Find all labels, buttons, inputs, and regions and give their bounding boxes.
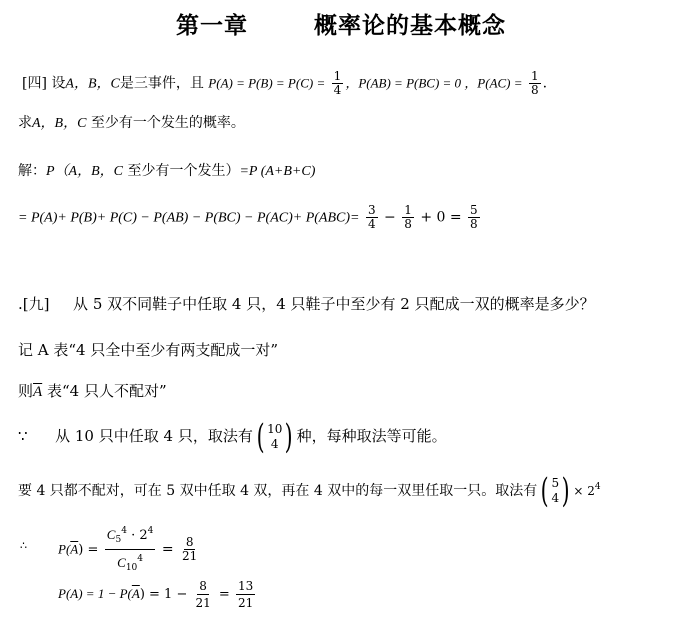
fraction: $\frac{3}{4}$ (367, 203, 376, 231)
eq: = (161, 541, 174, 558)
problem4-statement-line1 (22, 70, 547, 97)
solution-p: P（A，B，C (46, 164, 123, 179)
text: 表“4 只人不配对” (46, 382, 167, 400)
final-formula (58, 578, 257, 611)
text: 则 (18, 382, 34, 400)
a-bar: $\overline{A}$ (131, 586, 140, 601)
binomial: ( 10 4 ) (256, 417, 293, 457)
text: 要 4 只都不配对，可在 5 双中任取 4 双，再在 4 双中的每一双里任取一只。取法有 (18, 483, 538, 499)
ways-line (18, 417, 447, 457)
minus: − (384, 209, 396, 226)
chapter-number: 第一章 (176, 13, 248, 39)
fraction: $\frac{1}{8}$ (404, 203, 412, 231)
chapter-name: 概率论的基本概念 (314, 13, 507, 39)
exponent: 4 (594, 482, 601, 492)
problem9-text: 从 5 双不同鞋子中任取 4 只，4 只鞋子中至少有 2 只配成一双的概率是多少？ (73, 295, 595, 313)
unmatched-line (18, 471, 601, 511)
fraction: $\frac{5}{8}$ (470, 203, 478, 231)
solution-line (18, 160, 315, 180)
p-abar-formula (58, 522, 201, 577)
solution-rhs: =P (A+B+C) (239, 164, 316, 179)
fraction: $\frac{8}{21}$ (195, 579, 211, 610)
problem9-label: .[九] (18, 295, 50, 313)
page-title (176, 7, 506, 40)
problem9-question (18, 293, 595, 314)
problem4-text: 设 (51, 75, 66, 92)
a-bar: $\overline{A}$ (33, 384, 43, 400)
fraction: $\frac{1}{8}$ (531, 69, 539, 97)
fraction: $\frac{13}{21}$ (237, 579, 254, 610)
eq: = (218, 587, 230, 602)
eq: ) = (78, 542, 99, 558)
mid: ) = 1 − (139, 587, 188, 602)
a-bar: $\overline{A}$ (70, 541, 79, 557)
solution-text: 至少有一个发生） (127, 163, 240, 179)
expansion: = P(A)+ P(B)+ P(C) − P(AB) − P(BC) − P(AC)+ P(ABC)= (18, 210, 360, 226)
times-two: × 2 (573, 484, 595, 498)
p: P( (58, 541, 71, 557)
problem4-statement-line2 (18, 112, 245, 132)
vars: A，B，C (32, 116, 87, 131)
problem4-vars: A，B，C (65, 76, 120, 92)
definition-a-bar (18, 380, 167, 401)
fraction: $\frac{1}{4}$ (333, 69, 342, 97)
expansion-line (18, 204, 482, 231)
plus-zero: + 0 = (420, 209, 462, 226)
definition-a (18, 339, 278, 360)
because-symbol: ∵ (18, 427, 28, 445)
therefore-symbol (20, 537, 27, 553)
fraction: $\frac{C_5^4 \cdot 2^4}{C_{10}^4}$ (105, 522, 156, 577)
solution-label: 解： (18, 163, 46, 179)
text: 从 10 只中任取 4 只，取法有 (55, 427, 253, 445)
problem4-eq1: P(A) = P(B) = P(C) = (208, 75, 326, 91)
problem4-label: [四] (22, 75, 47, 92)
therefore: ∴ (20, 539, 27, 552)
period: . (542, 75, 548, 92)
binomial: ( 5 4 ) (540, 471, 570, 511)
fraction: $\frac{8}{21}$ (182, 535, 198, 563)
definition-a-text: 记 A 表“4 只全中至少有两支配成一对” (18, 341, 279, 359)
lhs: P(A) = 1 − P( (58, 586, 132, 601)
text: 至少有一个发生的概率。 (90, 115, 245, 131)
text: 种，每种取法等可能。 (296, 427, 447, 445)
problem4-eq2: ，P(AB) = P(BC) = 0 ，P(AC) = (345, 75, 523, 91)
problem4-text-b: 是三事件，且 (119, 75, 204, 92)
text: 求 (18, 115, 32, 131)
